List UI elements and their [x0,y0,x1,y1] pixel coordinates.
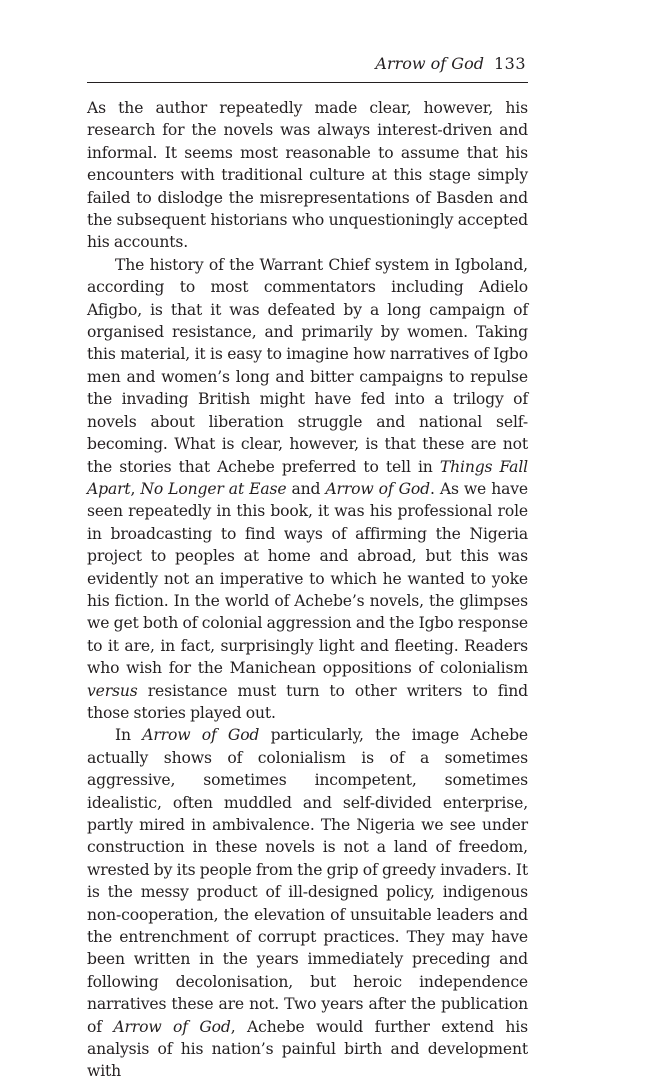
italic-title: No Longer at Ease [140,479,287,498]
text-run: As the author repeatedly made clear, however, his research for the novels was always interest-driven and informal. It seems most reasonable to assume that his encounters with traditional culture at this stage simply failed to dislodge the misrepresentations of Basden and the subsequent historians who unquestioningly accepted his accounts. [87,99,528,252]
text-run: In [115,726,143,745]
paragraph [87,97,528,254]
italic-title: Arrow of God [113,1017,231,1036]
text-run: particularly, the image Achebe actually shows of colonialism is of a sometimes aggressive, sometimes incompetent, sometimes idealistic, often muddled and self-divided enterprise, partly mired in ambivalence. The Nigeria we see under construction in these novels is not a land of freedom, wrested by its people from the grip of greedy invaders. It is the messy product of ill-designed policy, indigenous non-cooperation, the elevation of unsuitable leaders and the entrenchment of corrupt practices. They may have been written in the years immediately preceding and following decolonisation, but heroic independence narratives these are not. Two years after the publication of [87,726,528,1036]
italic-title: Arrow of God [325,479,430,498]
italic-title: Things Fall Apart [87,457,528,498]
text-run: , Achebe would further extend his analysis of his nation’s painful birth and development with [87,1017,528,1081]
text-run: resistance must turn to other writers to find those stories played out. [87,681,528,722]
text-run: , [130,479,141,498]
paragraph [87,724,528,1083]
book-page [87,54,528,1083]
text-run: . As we have seen repeatedly in this book, it was his professional role in broadcasting to find ways of affirming the Nigeria project to peoples at home and abroad, but this was evidently not an imperative to which he wanted to yoke his fiction. In the world of Achebe’s novels, the glimpses we get both of colonial aggression and the Igbo response to it are, in fact, surprisingly light and fleeting. Readers who wish for the Manichean oppositions of colonialism [87,479,528,678]
text-run: The history of the Warrant Chief system in Igboland, according to most commentators including Adielo Afigbo, is that it was defeated by a long campaign of organised resistance, and primarily by women. Taking this material, it is easy to imagine how narratives of Igbo men and women’s long and bitter campaigns to repulse the invading British might have fed into a trilogy of novels about liberation struggle and national self-becoming. What is clear, however, is that these are not the stories that Achebe preferred to tell in [87,255,528,476]
running-title: Arrow of God [375,54,484,73]
italic-title: Arrow of God [142,726,260,745]
running-header [87,54,528,83]
page-number: 133 [493,54,526,73]
body-text [87,97,528,1083]
text-run: and [286,479,326,498]
paragraph [87,254,528,725]
italic-title: versus [87,681,138,700]
